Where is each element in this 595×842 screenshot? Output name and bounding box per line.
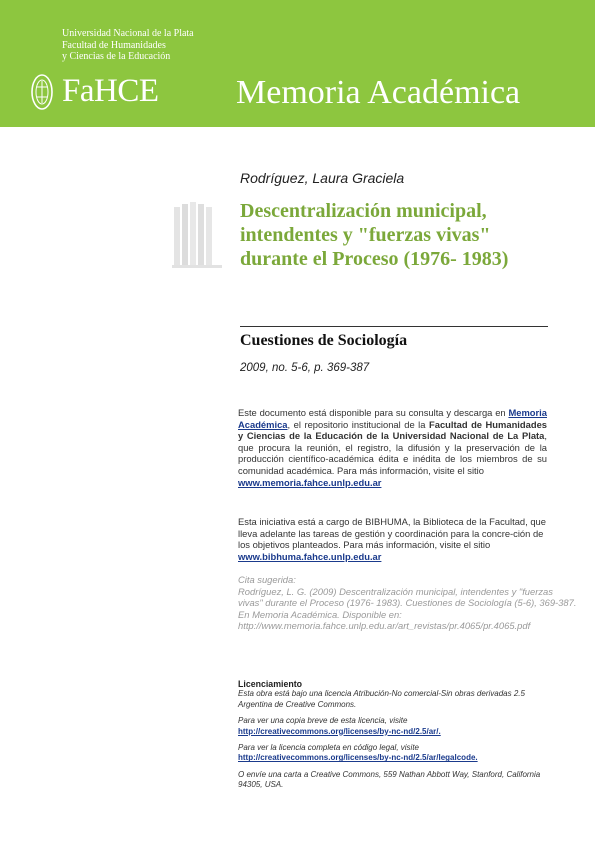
availability-intro: Este documento está disponible para su consulta y descarga en (238, 407, 506, 418)
institution-name (62, 28, 194, 63)
license-brief-intro: Para ver una copia breve de esta licencia, visite (238, 716, 408, 726)
repository-name: Memoria Académica (236, 74, 521, 111)
license-brief-link[interactable]: http://creativecommons.org/licenses/by-nc-nd/2.5/ar/. (238, 726, 441, 736)
initiative-paragraph (238, 516, 547, 562)
fahce-logo: FaHCE (62, 73, 159, 109)
institution-bold-text: Facultad de Humanidades y Ciencias de la Educación de la Universidad Nacional de La Plata (238, 418, 547, 442)
header-banner (0, 0, 595, 127)
license-heading: Licenciamiento (238, 679, 303, 689)
license-text: Esta obra está bajo una licencia Atribución-No comercial-Sin obras derivadas 2.5 Argentina de Creative Commons. (238, 689, 525, 709)
license-full-intro: Para ver la licencia completa en código legal, visite (238, 743, 419, 753)
memoria-site-link[interactable]: www.memoria.fahce.unlp.edu.ar (238, 476, 382, 488)
suggested-citation (238, 574, 578, 632)
availability-text-a: , el repositorio institucional de la (287, 418, 429, 430)
memoria-academica-link[interactable]: Memoria Académica (238, 407, 547, 430)
license-section (238, 679, 550, 791)
suggested-citation-text: Rodríguez, L. G. (2009) Descentralización municipal, intendentes y "fuerzas vivas" durante el Proceso (1976- 1983). Cuestiones de Sociología (5-6), 369-387. En Memoria Académica. Disponible en: (238, 585, 577, 620)
journal-citation: 2009, no. 5-6, p. 369-387 (240, 362, 370, 374)
initiative-text: Esta iniciativa está a cargo de BIBHUMA, la Biblioteca de la Facultad, que lleva adelante las tareas de gestión y coordinación para la concre-ción de los objetivos planteados. Para más información, visite el sitio (238, 516, 546, 551)
divider (240, 326, 548, 327)
availability-text-b: , que procura la reunión, el registro, la difusión y la preservación de la producción científico-académica édita e inédita de los miembros de su comunidad académica. Para más información, visite el sitio (238, 430, 547, 476)
institution-line-1: Universidad Nacional de la Plata (62, 28, 194, 39)
books-watermark-icon (172, 201, 222, 271)
license-full-link[interactable]: http://creativecommons.org/licenses/by-nc-nd/2.5/ar/legalcode. (238, 753, 478, 763)
journal-name: Cuestiones de Sociología (240, 332, 408, 349)
suggested-citation-url[interactable]: http://www.memoria.fahce.unlp.edu.ar/art_revistas/pr.4065/pr.4065.pdf (238, 620, 531, 632)
document-author: Rodríguez, Laura Graciela (240, 170, 405, 186)
document-title: Descentralización municipal, intendentes y "fuerzas vivas" durante el Proceso (1976- 1983) (240, 200, 509, 270)
institution-line-2: Facultad de Humanidades (62, 39, 166, 51)
availability-paragraph (238, 407, 547, 488)
license-mail-text: O envíe una carta a Creative Commons, 559 Nathan Abbott Way, Stanford, California 94305, USA. (238, 769, 541, 790)
university-seal-icon (30, 73, 54, 111)
bibhuma-site-link[interactable]: www.bibhuma.fahce.unlp.edu.ar (238, 550, 382, 562)
institution-line-3: y Ciencias de la Educación (62, 51, 171, 62)
suggested-citation-label: Cita sugerida: (238, 574, 296, 585)
